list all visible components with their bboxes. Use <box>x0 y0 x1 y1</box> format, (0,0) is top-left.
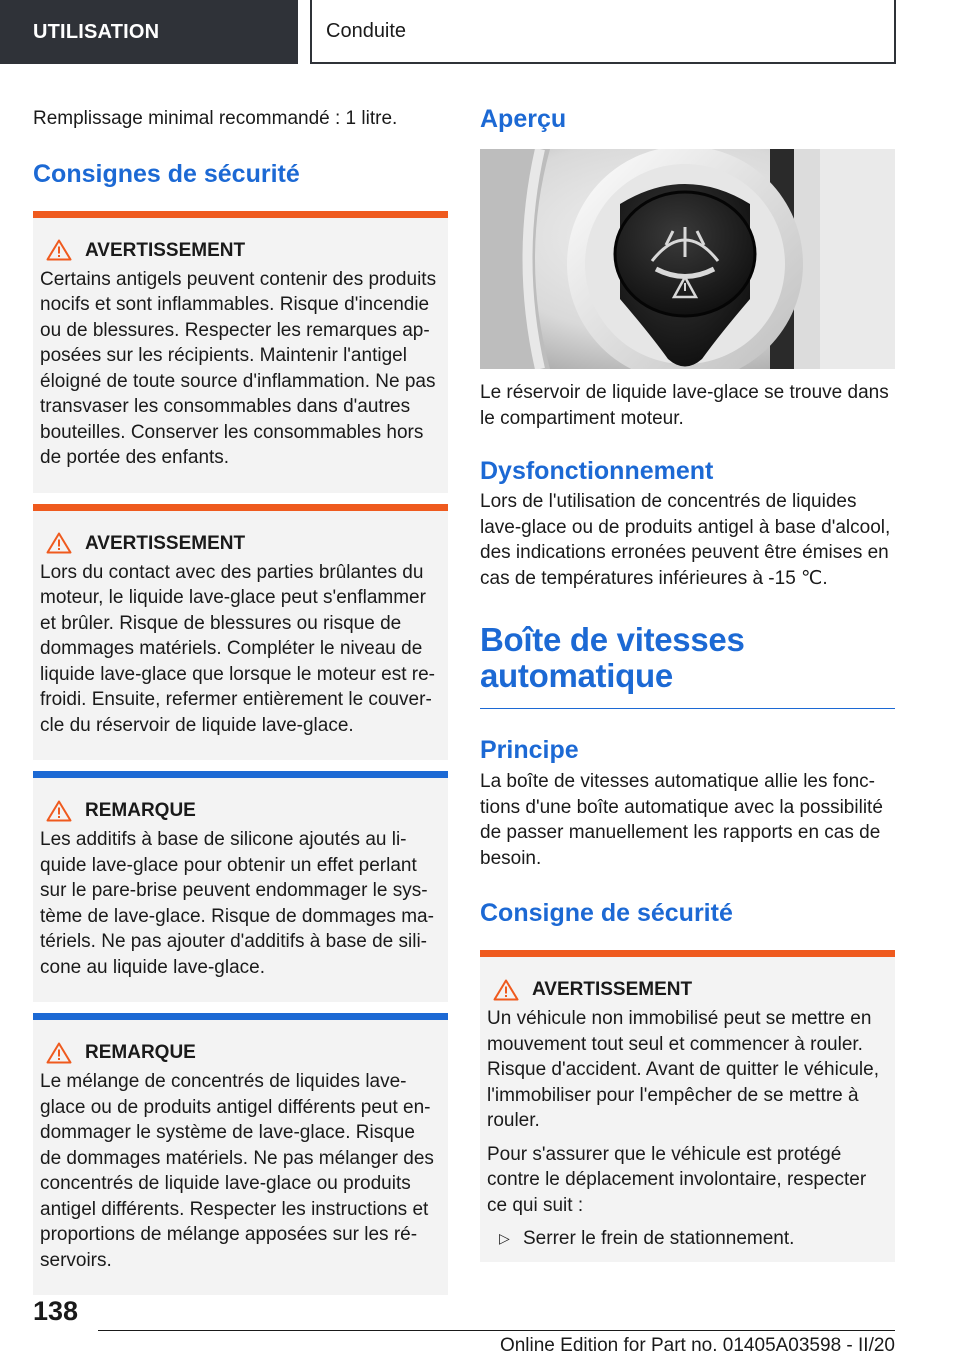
warning-box-header <box>487 977 888 1002</box>
note-label: REMARQUE <box>85 800 196 821</box>
warning-label: AVERTISSEMENT <box>532 979 693 1000</box>
warning-triangle-icon <box>46 239 72 261</box>
malfunction-text: Lors de l'utilisation de concentrés de liquides lave-glace ou de produits antigel à base d'alcool, des indications erronées peuvent être émises en cas de températures inférieures à -15 ℃. <box>480 491 891 589</box>
list-item-text: Serrer le frein de stationnement. <box>523 1228 795 1249</box>
note-box-header <box>40 798 441 823</box>
left-column <box>33 100 448 1295</box>
warning-text-2: Pour s'assurer que le véhicule est protégé contre le déplacement involontaire, respecter ce qui suit : <box>487 1143 867 1216</box>
right-column <box>480 100 895 1262</box>
section-rule <box>480 708 895 709</box>
note-box-header <box>40 1040 441 1065</box>
note-box <box>33 1013 448 1295</box>
warning-label: AVERTISSEMENT <box>85 239 246 261</box>
gearbox-heading-line2: automatique <box>480 657 673 694</box>
warning-triangle-icon <box>493 979 519 1001</box>
warning-box-header <box>40 238 441 263</box>
warning-triangle-icon <box>46 1042 72 1064</box>
header-section-label: UTILISATION <box>0 0 298 64</box>
overview-text: Le réservoir de liquide lave-glace se trouve dans le compartiment moteur. <box>480 382 889 429</box>
gearbox-heading <box>480 622 895 694</box>
warning-box <box>480 950 895 1262</box>
warning-box <box>33 211 448 493</box>
note-text: Le mélange de concentrés de liquides lave-glace ou de produits antigel différents peut en-dommager le système de lave-glace. Risque de dommages matériels. Ne pas mélanger des concentrés de liquide lave-glace ou produits antigel différents. Respecter les instructions et proportions de mélange apposées sur les ré-servoirs. <box>40 1071 434 1271</box>
safety-heading-right: Consigne de sécurité <box>480 899 733 927</box>
gearbox-heading-line1: Boîte de vitesses <box>480 621 745 658</box>
warning-box <box>33 504 448 761</box>
warning-label: AVERTISSEMENT <box>85 532 246 554</box>
list-item <box>487 1226 888 1252</box>
warning-box-header <box>40 531 441 556</box>
note-label: REMARQUE <box>85 1042 196 1063</box>
warning-text: Lors du contact avec des parties brûlantes du moteur, le liquide lave-glace peut s'enflammer et brûler. Risque de blessures ou risque de dommages matériels. Compléter le niveau de liquide lave-glace que lorsque le moteur est re-froidi. Ensuite, refermer entièrement le couver-cle du réservoir de liquide lave-glace. <box>40 561 435 736</box>
note-box <box>33 771 448 1002</box>
footer-edition: Online Edition for Part no. 01405A03598 - II/20 <box>499 1335 895 1356</box>
warning-text: Certains antigels peuvent contenir des produits nocifs et sont inflammables. Risque d'incendie ou de blessures. Respecter les remarques ap-posées sur les récipients. Maintenir l'antigel éloigné de toute source d'inflammation. Ne pas transvaser les consommables dans d'autres bouteilles. Conserver les consommables hors de portée des enfants. <box>40 268 437 468</box>
bullet-triangle-icon: ▷ <box>499 1230 510 1246</box>
intro-text: Remplissage minimal recommandé : 1 litre. <box>33 108 398 129</box>
principle-text: La boîte de vitesses automatique allie les fonc-tions d'une boîte automatique avec la possibilité de passer manuellement les rapports en cas de besoin. <box>480 771 883 869</box>
page-number: 138 <box>33 1296 79 1326</box>
warning-triangle-icon <box>46 532 72 554</box>
malfunction-heading: Dysfonctionnement <box>480 457 714 485</box>
header-chapter-label: Conduite <box>310 0 896 64</box>
safety-heading: Consignes de sécurité <box>33 159 300 188</box>
principle-heading: Principe <box>480 736 579 764</box>
overview-heading: Aperçu <box>480 105 567 133</box>
washer-reservoir-photo <box>480 149 895 369</box>
warning-triangle-icon <box>46 800 72 822</box>
footer-rule <box>98 1330 895 1331</box>
warning-text: Un véhicule non immobilisé peut se mettre en mouvement tout seul et commencer à rouler. Risque d'accident. Avant de quitter le véhicule, l'immobiliser pour l'empêcher de se mettre à rouler. <box>487 1008 879 1131</box>
note-text: Les additifs à base de silicone ajoutés au li-quide lave-glace pour obtenir un effet perlant sur le pare-brise peuvent endommager le sys-tème de lave-glace. Risque de dommages ma-tériels. Ne pas ajouter d'additifs à base de sili-cone au liquide lave-glace. <box>40 829 434 978</box>
